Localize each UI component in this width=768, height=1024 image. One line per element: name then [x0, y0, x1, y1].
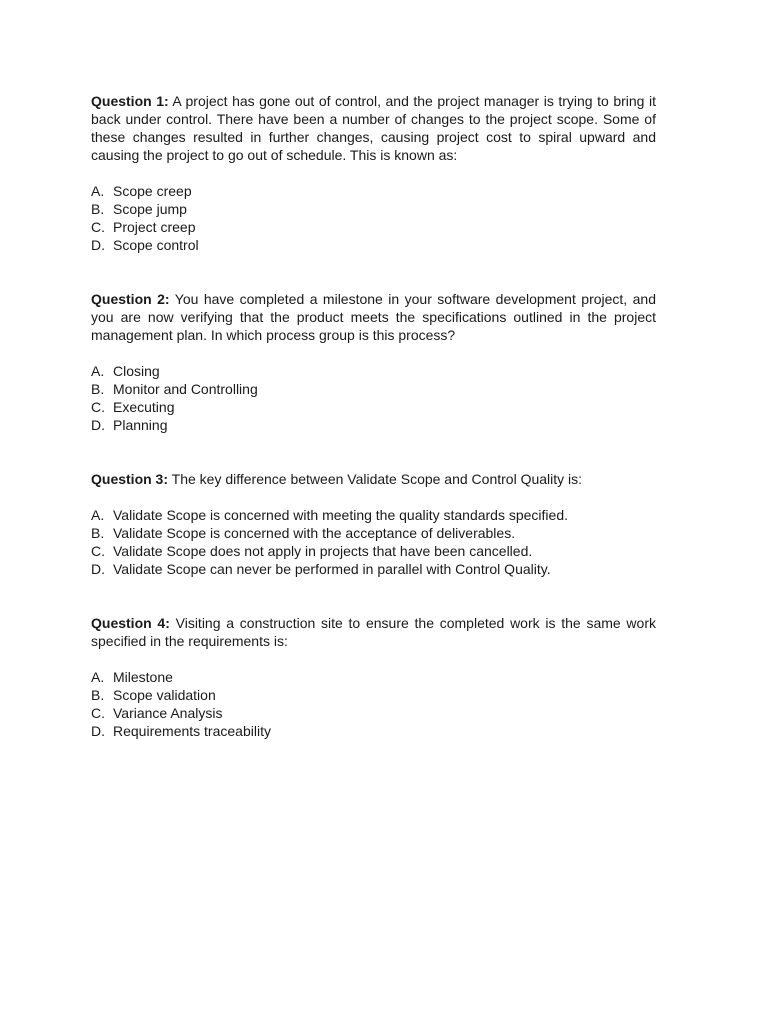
option-text: Project creep [113, 219, 196, 235]
answer-option-c [91, 542, 656, 560]
answer-option-a [91, 668, 656, 686]
option-text: Variance Analysis [113, 705, 223, 721]
option-text: Scope validation [113, 687, 216, 703]
option-text: Planning [113, 417, 168, 433]
answer-options [91, 506, 656, 578]
answer-option-d [91, 722, 656, 740]
option-text: Monitor and Controlling [113, 381, 258, 397]
answer-option-b [91, 686, 656, 704]
answer-option-a [91, 362, 656, 380]
question-text: The key difference between Validate Scope and Control Quality is: [168, 471, 583, 487]
question-label: Question 2: [91, 291, 170, 307]
option-text: Executing [113, 399, 175, 415]
option-text: Scope control [113, 237, 199, 253]
answer-options [91, 668, 656, 740]
answer-option-d [91, 416, 656, 434]
option-letter: D. [91, 417, 105, 433]
question-prompt [91, 470, 656, 488]
option-text: Requirements traceability [113, 723, 271, 739]
question-prompt [91, 290, 656, 344]
option-letter: A. [91, 507, 105, 523]
question-2 [91, 290, 656, 434]
option-text: Validate Scope is concerned with meeting the quality standards specified. [113, 507, 569, 523]
question-text: A project has gone out of control, and the project manager is trying to bring it back under control. There have been a number of changes to the project scope. Some of these changes resulted in further changes, causing project cost to spiral upward and causing the project to go out of schedule. This is known as: [91, 93, 656, 163]
option-letter: D. [91, 561, 105, 577]
option-letter: C. [91, 219, 105, 235]
option-text: Closing [113, 363, 160, 379]
option-letter: B. [91, 381, 105, 397]
option-text: Validate Scope can never be performed in parallel with Control Quality. [113, 561, 551, 577]
option-letter: D. [91, 237, 105, 253]
question-4 [91, 614, 656, 740]
option-letter: A. [91, 669, 105, 685]
answer-options [91, 182, 656, 254]
option-letter: D. [91, 723, 105, 739]
option-letter: C. [91, 543, 105, 559]
question-prompt [91, 92, 656, 164]
answer-option-b [91, 380, 656, 398]
answer-option-a [91, 506, 656, 524]
answer-option-b [91, 200, 656, 218]
answer-options [91, 362, 656, 434]
question-label: Question 3: [91, 471, 169, 487]
document-page [91, 92, 656, 740]
question-label: Question 4: [91, 615, 170, 631]
question-prompt [91, 614, 656, 650]
option-text: Scope creep [113, 183, 192, 199]
option-text: Validate Scope does not apply in projects that have been cancelled. [113, 543, 533, 559]
option-letter: B. [91, 687, 105, 703]
question-1 [91, 92, 656, 254]
option-letter: C. [91, 705, 105, 721]
question-label: Question 1: [91, 93, 169, 109]
answer-option-d [91, 560, 656, 578]
option-letter: B. [91, 201, 105, 217]
option-text: Scope jump [113, 201, 187, 217]
question-text: Visiting a construction site to ensure the completed work is the same work specified in the requirements is: [91, 615, 656, 649]
answer-option-c [91, 398, 656, 416]
option-letter: C. [91, 399, 105, 415]
answer-option-a [91, 182, 656, 200]
question-text: You have completed a milestone in your software development project, and you are now verifying that the product meets the specifications outlined in the project management plan. In which process group is this process? [91, 291, 656, 343]
option-letter: A. [91, 363, 105, 379]
answer-option-b [91, 524, 656, 542]
question-3 [91, 470, 656, 578]
answer-option-d [91, 236, 656, 254]
answer-option-c [91, 218, 656, 236]
option-text: Milestone [113, 669, 173, 685]
answer-option-c [91, 704, 656, 722]
option-letter: B. [91, 525, 105, 541]
option-text: Validate Scope is concerned with the acceptance of deliverables. [113, 525, 516, 541]
option-letter: A. [91, 183, 105, 199]
